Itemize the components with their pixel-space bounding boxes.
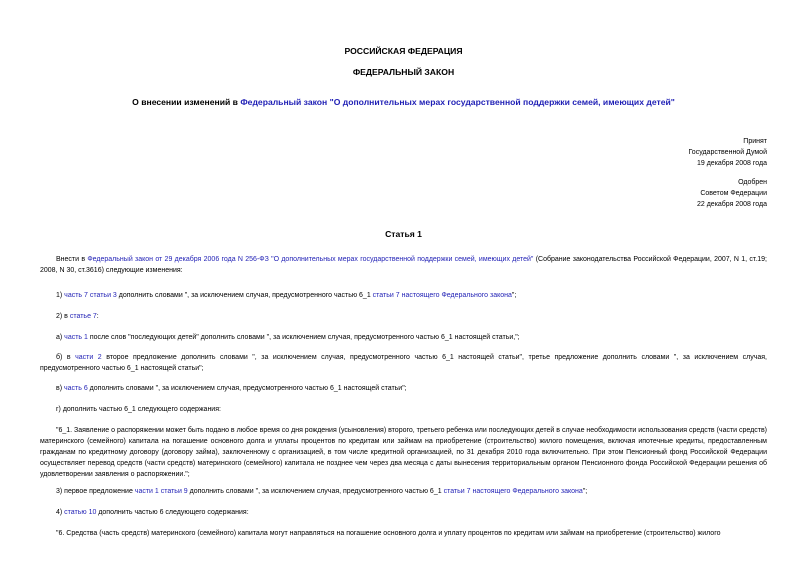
paragraph-2a [40,332,767,343]
law-title [0,97,807,107]
part2-link[interactable]: части 2 [75,354,102,361]
text: г) дополнить частью 6_1 следующего содержания: [56,406,221,413]
paragraph-2 [40,311,767,322]
text: "6. Средства (часть средств) материнского (семейного) капитала могут направляться на погашение основного долга и уплату процентов по кредитам или займам на приобретение (строительство) жилого [56,530,721,537]
text: 2) в [56,313,70,320]
text: 3) первое предложение [56,488,135,495]
part1-art9-link[interactable]: части 1 статьи 9 [134,488,188,495]
approved-label: Одобрен [738,179,767,186]
article10-link[interactable]: статью 10 [64,509,97,516]
text: в) [56,385,64,392]
text: б) в [56,354,76,361]
title-prefix: О внесении изменений в [132,97,241,107]
country-heading: РОССИЙСКАЯ ФЕДЕРАЦИЯ [344,46,463,56]
paragraph-4 [40,507,767,518]
part1-link[interactable]: часть 1 [64,334,88,341]
paragraph-intro [40,254,767,276]
paragraph-2b [40,352,767,374]
text: дополнить словами ", за исключением случая, предусмотренного частью 6_1 [187,488,444,495]
paragraph-6 [40,528,767,539]
article7-link[interactable]: статье 7 [69,313,97,320]
law-256-link[interactable]: Федеральный закон от 29 декабря 2006 года N 256-ФЗ [87,256,269,263]
text: "; [511,292,517,299]
text: дополнить словами ", за исключением случая, предусмотренного частью 6_1 настоящей статьи"; [87,385,407,392]
adoption-duma [688,136,767,169]
adopted-body: Государственной Думой [688,149,767,156]
text: "6_1. Заявление о распоряжении может быть подано в любое время со дня рождения (усыновления) второго, третьего ребенка или последующих детей в случае необходимости использования средств (части средств) материнского (семейного) капитала на погашение основного долга и уплаты процентов по кредитам или займам на приобретение (строительство) жилого помещения, включая ипотечные кредиты, предоставленным гражданам по кредитному договору (договору займа), заключенному с организацией, в том числе кредитной организацией, по 31 декабря 2010 года включительно. При этом Пенсионный фонд Российской Федерации осуществляет перевод средств (части средств) материнского (семейного) капитала не позднее чем через два месяца с даты вынесения территориальным органом Пенсионного фонда Российской Федерации решения об удовлетворении заявления о распоряжении."; [40,427,767,478]
text: 1) [56,292,65,299]
text: а) [56,334,65,341]
law-name-link[interactable]: "О дополнительных мерах государственной поддержки семей, имеющих детей" [271,256,534,263]
text: второе предложение дополнить словами ", за исключением случая, предусмотренного частью 6_1 настоящей статьи", третье предложение дополнить словами ", за исключением случая, предусмотренного частью 6_1 настоящей статьи"; [40,354,767,372]
text: Внести в [56,256,88,263]
approved-date: 22 декабря 2008 года [696,201,767,208]
part7-art3-link[interactable]: часть 7 статьи 3 [64,292,117,299]
text: после слов "последующих детей" дополнить словами ", за исключением случая, предусмотренного частью 6_1 настоящей статьи,"; [87,334,520,341]
article-heading: Статья 1 [385,229,422,239]
text: дополнить частью 6 следующего содержания: [96,509,249,516]
text: дополнить словами ", за исключением случая, предусмотренного частью 6_1 [116,292,373,299]
adopted-date: 19 декабря 2008 года [696,160,767,167]
paragraph-6-1 [40,425,767,480]
paragraph-3 [40,486,767,497]
text: "; [582,488,588,495]
adopted-label: Принят [743,138,767,145]
text: 4) [56,509,65,516]
paragraph-2g [40,404,767,415]
paragraph-2v [40,383,767,394]
part6-link[interactable]: часть 6 [64,385,88,392]
art7-link-2[interactable]: статьи 7 настоящего Федерального закона [443,488,583,495]
text: : [96,313,99,320]
paragraph-1 [40,290,767,301]
doc-type-heading: ФЕДЕРАЛЬНЫЙ ЗАКОН [352,67,455,77]
text: (Собрание законодательства Российской Федерации, 2007, N 1, ст.19; 2008, N 30, ст.3616) следующие изменения: [40,256,767,274]
art7-link[interactable]: статьи 7 настоящего Федерального закона [372,292,512,299]
approved-body: Советом Федерации [700,190,767,197]
adoption-council [697,177,767,210]
title-law-link[interactable]: Федеральный закон "О дополнительных мерах государственной поддержки семей, имеющих детей" [240,97,675,107]
